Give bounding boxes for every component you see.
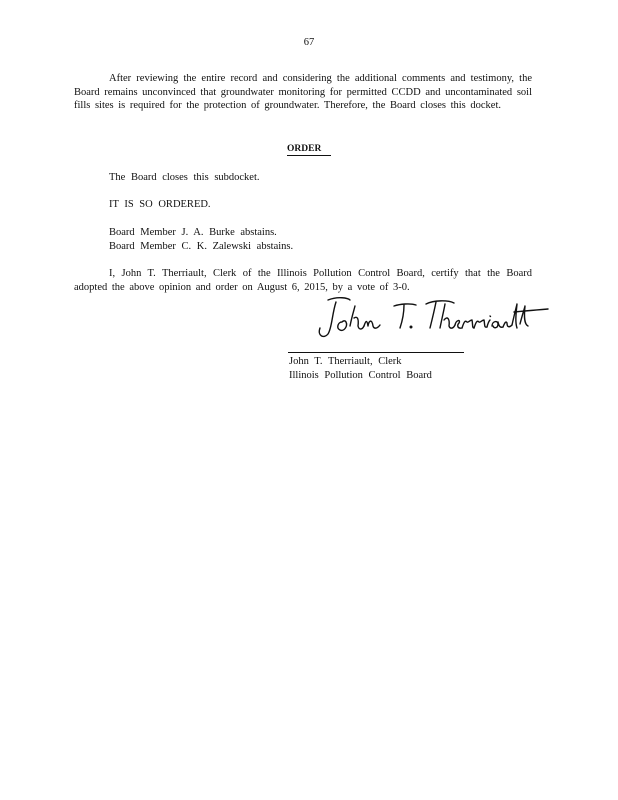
order-text: The Board closes this subdocket. <box>109 172 260 183</box>
vote-line-burke: Board Member J. A. Burke abstains. <box>109 227 277 238</box>
certification-paragraph: I, John T. Therriault, Clerk of the Illinois Pollution Control Board, certify that the Board adopted the above opinion and order on August 6, 2015, by a vote of 3-0. <box>74 268 532 293</box>
handwritten-signature <box>314 292 550 340</box>
page-number: 67 <box>303 37 315 48</box>
signatory-name: John T. Therriault, Clerk <box>289 356 402 367</box>
signature-line <box>288 352 464 353</box>
body-paragraph: After reviewing the entire record and considering the additional comments and testimony, the Board remains unconvinced that groundwater monitoring for permitted CCDD and uncontaminated soil fills sites is required for the protection of groundwater. Therefore, the Board closes this docket. <box>74 73 532 111</box>
order-heading: ORDER <box>287 144 331 156</box>
so-ordered-text: IT IS SO ORDERED. <box>109 199 211 210</box>
vote-line-zalewski: Board Member C. K. Zalewski abstains. <box>109 241 294 252</box>
signatory-organization: Illinois Pollution Control Board <box>289 370 432 381</box>
